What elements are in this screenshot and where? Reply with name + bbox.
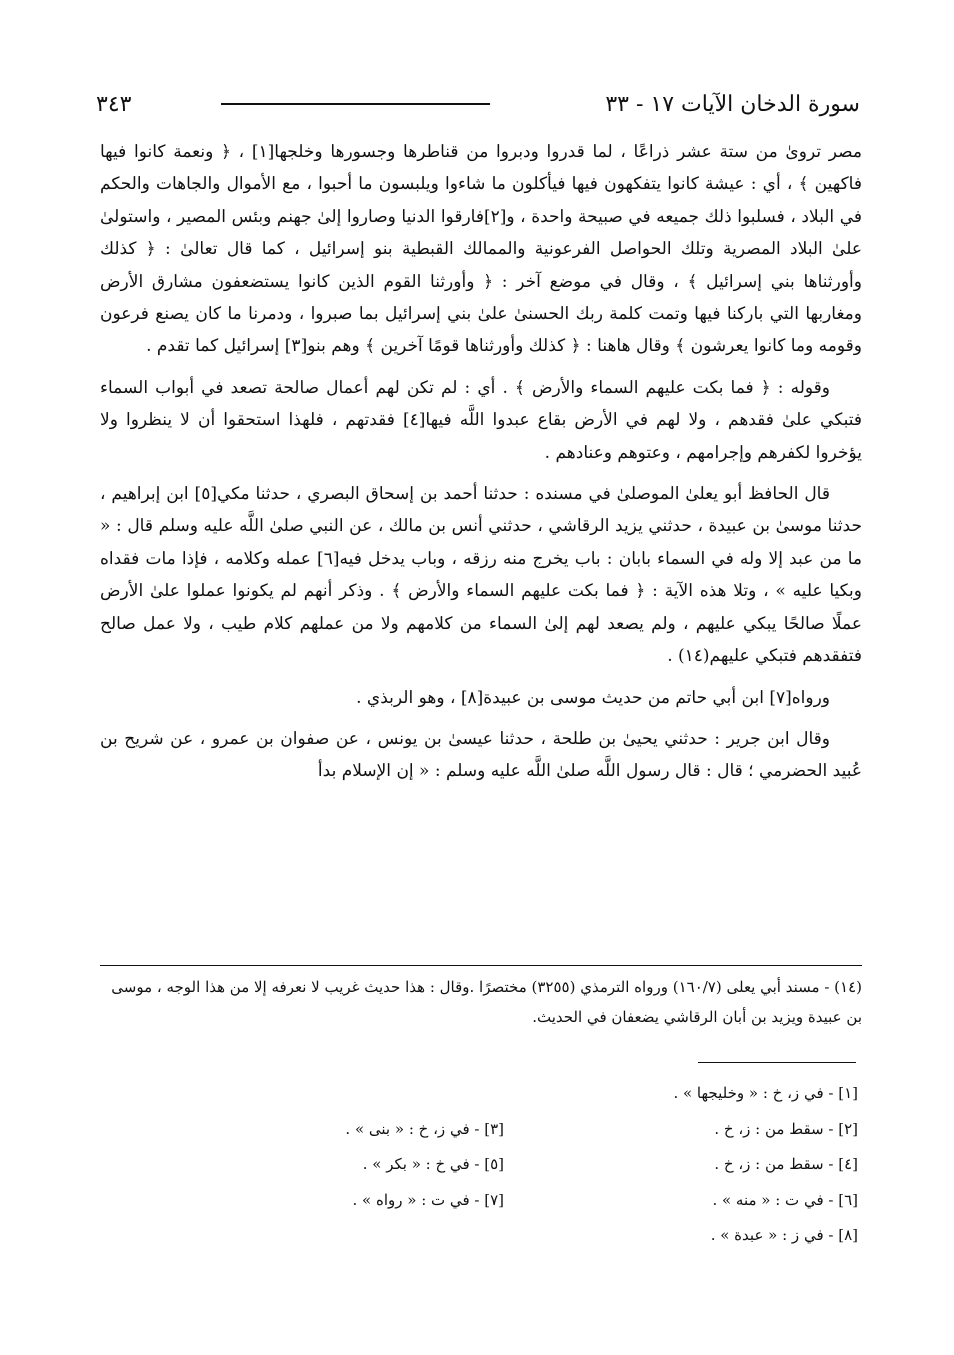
- header-rule: [221, 103, 490, 105]
- footnote: (١٤) - مسند أبي يعلى (١٦٠/٧) ورواه الترمذي (٣٢٥٥) مختصرًا .وقال : هذا حديث غريب لا نعرفه إلا من هذا الوجه ، موسى بن عبيدة ويزيد بن أبان الرقاشي يضعفان في الحديث.: [100, 965, 862, 1032]
- paragraph: وقوله : ﴿ فما بكت عليهم السماء والأرض ﴾ . أي : لم تكن لهم أعمال صالحة تصعد في أبواب السماء فتبكي علىٰ فقدهم ، ولا لهم في الأرض بقاع عبدوا اللَّه فيها[٤] فقدتهم ، فلهذا استحقوا أن لا ينظروا ولا يؤخروا لكفرهم وإجرامهم ، وعتوهم وعنادهم .: [100, 377, 862, 463]
- note: [٢] - سقط من : ز، خ .: [714, 1119, 858, 1138]
- note: [٣] - في ز، خ : « بنى » .: [345, 1119, 504, 1138]
- note: [٦] - في ت : « منه » .: [712, 1190, 858, 1209]
- main-text: [100, 136, 862, 797]
- note-row: [150, 1076, 858, 1112]
- note: [150, 1218, 504, 1254]
- paragraph: قال الحافظ أبو يعلىٰ الموصلىٰ في مسنده : حدثنا أحمد بن إسحاق البصري ، حدثنا مكي[٥] ابن إبراهيم ، حدثنا موسىٰ بن عبيدة ، حدثني يزيد الرقاشي ، حدثني أنس بن مالك ، عن النبي صلىٰ اللَّه عليه وسلم قال : « ما من عبد إلا وله في السماء بابان : باب يخرج منه رزقه ، وباب يدخل فيه[٦] عمله وكلامه ، فإذا مات فقداه وبكيا عليه » ، وتلا هذه الآية : ﴿ فما بكت عليهم السماء والأرض ﴾ . وذكر أنهم لم يكونوا عملوا علىٰ الأرض عملًا صالحًا يبكي عليهم ، ولم يصعد لهم إلىٰ السماء من كلامهم ولا من عملهم كلام طيب ، ولا عمل صالح فتفقدهم فتبكي عليهم(١٤) .: [100, 484, 863, 667]
- note: [٨] - في ز : « عبدة » .: [710, 1226, 858, 1244]
- page-number: ٣٤٣: [96, 91, 132, 117]
- paragraph: مصر تروىٰ من ستة عشر ذراعًا ، لما قدروا ودبروا من قناطرها وجسورها وخلجها[١] ، ﴿ ونعمة كانوا فيها فاكهين ﴾ ، أي : عيشة كانوا يتفكهون فيها فيأكلون ما شاءوا ويلبسون ما أحبوا ، مع الأموال والجاهات والحكم في البلاد ، فسلبوا ذلك جميعه في صبيحة واحدة ، و[٢]فارقوا الدنيا وصاروا إلىٰ جهنم وبئس المصير ، واستولىٰ علىٰ البلاد المصرية وتلك الحواصل الفرعونية والممالك القبطية بنو إسرائيل ، كما قال تعالىٰ : ﴿ كذلك وأورثناها بني إسرائيل ﴾ ، وقال في موضع آخر : ﴿ وأورثنا القوم الذين كانوا يستضعفون مشارق الأرض ومغاربها التي باركنا فيها وتمت كلمة ربك الحسنىٰ علىٰ بني إسرائيل بما صبروا ، ودمرنا ما كان يصنع فرعون وقومه وما كانوا يعرشون ﴾ وقال هاهنا : ﴿ كذلك وأورثناها قومًا آخرين ﴾ وهم بنو[٣] إسرائيل كما تقدم .: [100, 142, 862, 357]
- note: [150, 1076, 504, 1112]
- page-header: [96, 84, 860, 124]
- variant-notes: [150, 1076, 858, 1254]
- note: [٤] - سقط من : ز، خ .: [714, 1155, 858, 1173]
- running-title: سورة الدخان الآيات ١٧ - ٣٣: [605, 91, 860, 117]
- note-row: [150, 1218, 858, 1254]
- paragraph: وقال ابن جرير : حدثني يحيىٰ بن طلحة ، حدثنا عيسىٰ بن يونس ، عن صفوان بن عمرو ، عن شريح بن عُبيد الحضرمي ؛ قال : قال رسول اللَّه صلىٰ اللَّه عليه وسلم : « إن الإسلام بدأ: [100, 728, 862, 782]
- note-row: [150, 1112, 858, 1148]
- notes-divider: [698, 1062, 856, 1063]
- paragraph: ورواه[٧] ابن أبي حاتم من حديث موسى بن عبيدة[٨] ، وهو الربذي .: [356, 687, 830, 708]
- note: [٧] - في ت : « رواه » .: [352, 1190, 504, 1209]
- note: [٥] - في خ : « بكر » .: [362, 1155, 504, 1173]
- note: [١] - في ز، خ : « وخليجها » .: [673, 1084, 858, 1102]
- note-row: [150, 1147, 858, 1183]
- note-row: [150, 1183, 858, 1219]
